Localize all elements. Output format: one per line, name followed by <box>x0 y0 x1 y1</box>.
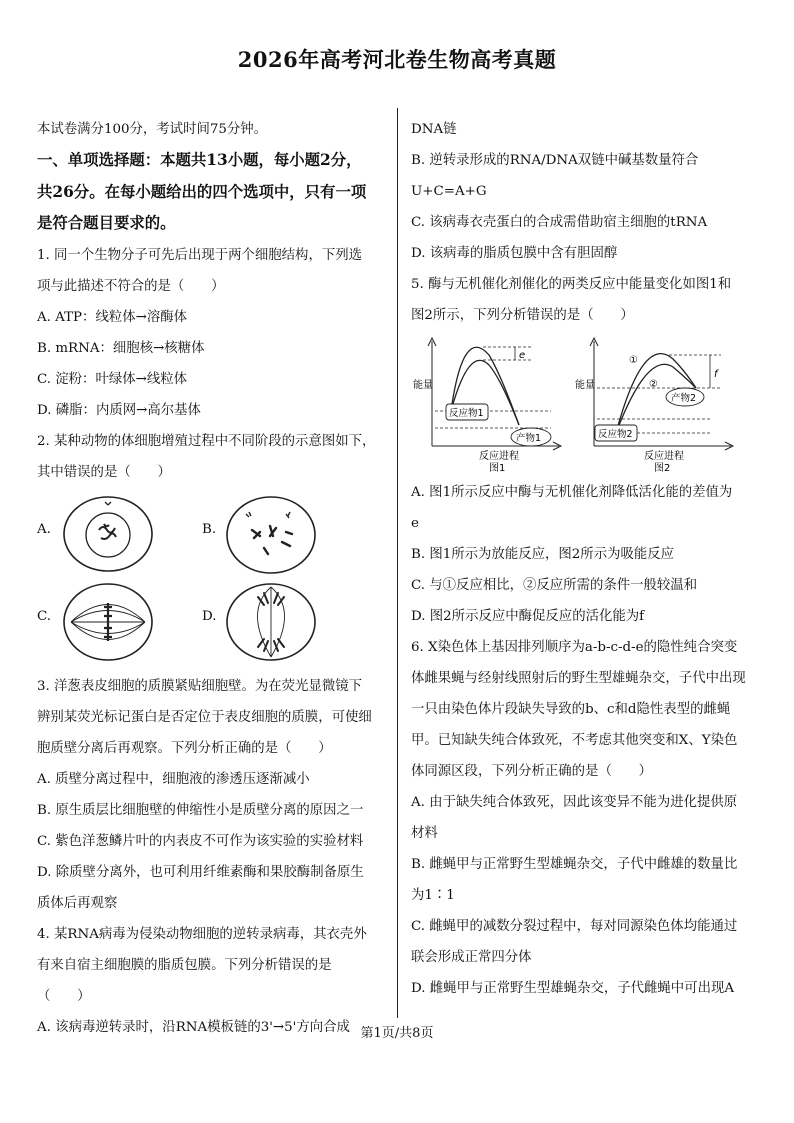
q3-option-a: A. 质壁分离过程中，细胞液的渗透压逐渐减小 <box>37 771 310 787</box>
q3-option-d: D. 除质壁分离外，也可利用纤维素酶和果胶酶制备原生 <box>37 864 364 880</box>
q6-option-a: A. 由于缺失纯合体致死，因此该变异不能为进化提供原 <box>411 795 738 810</box>
figure-2-diagram <box>575 338 733 473</box>
q4-option-d: D. 该病毒的脂质包膜中含有胆固醇 <box>411 246 618 261</box>
q3-stem-cont-2: 胞质壁分离后再观察。下列分析正确的是（ ） <box>37 740 332 756</box>
q4-option-b: B. 逆转录形成的RNA/DNA双链中碱基数量符合 <box>411 153 699 168</box>
fig1-xlabel: 反应进程 <box>479 451 519 462</box>
q6-option-c-cont: 联会形成正常四分体 <box>411 950 532 965</box>
q1-option-b: B. mRNA：细胞核→核糖体 <box>37 340 205 356</box>
q3-option-c: C. 紫色洋葱鳞片叶的内表皮不可作为该实验的实验材料 <box>37 833 364 849</box>
cell-metaphase-image <box>61 581 155 663</box>
section-heading-line-1: 一、单项选择题：本题共13小题，每小题2分， <box>37 151 362 169</box>
q4-option-a: A. 该病毒逆转录时，沿RNA模板链的3'→5'方向合成 <box>37 1019 350 1035</box>
fig2-curve-2: ② <box>649 379 658 390</box>
q5-energy-diagrams <box>411 333 761 473</box>
fig2-curve-1: ① <box>629 355 638 366</box>
q5-option-c: C. 与①反应相比，②反应所需的条件一般较温和 <box>411 578 698 593</box>
q1-option-a: A. ATP：线粒体→溶酶体 <box>37 309 188 325</box>
section-heading-line-2: 共26分。在每小题给出的四个选项中，只有一项 <box>37 182 367 201</box>
q5-stem: 5. 酶与无机催化剂催化的两类反应中能量变化如图1和 <box>411 277 732 292</box>
q4-stem-cont-2: （ ） <box>37 988 91 1004</box>
q1-option-d: D. 磷脂：内质网→高尔基体 <box>37 402 201 418</box>
q6-stem: 6. X染色体上基因排列顺序为a-b-c-d-e的隐性纯合突变 <box>411 640 738 655</box>
q4-stem: 4. 某RNA病毒为侵染动物细胞的逆转录病毒，其衣壳外 <box>37 926 367 942</box>
q3-option-b: B. 原生质层比细胞壁的伸缩性小是质壁分离的原因之一 <box>37 802 364 818</box>
q6-option-a-cont: 材料 <box>411 826 438 841</box>
q2-label-c: C. <box>37 608 52 624</box>
energy-diagram-svg <box>411 333 761 473</box>
q2-label-a: A. <box>37 521 51 537</box>
left-column <box>37 114 383 1043</box>
exam-intro: 本试卷满分100分，考试时间75分钟。 <box>37 122 268 137</box>
q4-stem-cont-1: 有来自宿主细胞膜的脂质包膜。下列分析错误的是 <box>37 957 332 973</box>
fig2-ylabel: 能量 <box>575 380 595 391</box>
q5-option-a-cont: e <box>411 516 419 531</box>
q6-option-d: D. 雌蝇甲与正常野生型雄蝇杂交，子代雌蝇中可出现A <box>411 981 735 996</box>
cell-interphase-image <box>61 494 155 574</box>
q3-stem-cont-1: 辨别某荧光标记蛋白是否定位于表皮细胞的质膜，可使细 <box>37 709 372 725</box>
cell-anaphase-image <box>224 581 318 663</box>
fig2-reactant: 反应物2 <box>598 429 633 440</box>
q5-option-b: B. 图1所示为放能反应，图2所示为吸能反应 <box>411 547 675 562</box>
fig2-caption: 图2 <box>654 463 671 473</box>
q3-option-d-cont: 质体后再观察 <box>37 895 118 911</box>
q1-stem: 1. 同一个生物分子可先后出现于两个细胞结构，下列选 <box>37 247 363 263</box>
q4-option-a-cont: DNA链 <box>411 122 457 137</box>
column-divider <box>397 108 398 1018</box>
q6-stem-cont-4: 体同源区段，下列分析正确的是（ ） <box>411 764 653 779</box>
q6-option-b-cont: 为1∶1 <box>411 888 455 903</box>
q2-stem-cont: 其中错误的是（ ） <box>37 464 171 480</box>
q1-option-c: C. 淀粉：叶绿体→线粒体 <box>37 371 188 387</box>
figure-1-diagram <box>413 338 561 473</box>
q5-option-d: D. 图2所示反应中酶促反应的活化能为f <box>411 609 645 624</box>
q6-stem-cont-1: 体雌果蝇与经射线照射后的野生型雄蝇杂交，子代中出现 <box>411 671 746 686</box>
fig1-product: 产物1 <box>516 433 542 444</box>
q6-stem-cont-2: 一只由染色体片段缺失导致的b、c和d隐性表型的雌蝇 <box>411 702 731 717</box>
q1-stem-cont: 项与此描述不符合的是（ ） <box>37 278 225 294</box>
q3-stem: 3. 洋葱表皮细胞的质膜紧贴细胞壁。为在荧光显微镜下 <box>37 678 363 694</box>
q5-option-a: A. 图1所示反应中酶与无机催化剂降低活化能的差值为 <box>411 485 733 500</box>
cell-prophase-image <box>224 494 318 576</box>
fig1-ylabel: 能量 <box>413 380 433 391</box>
fig2-product: 产物2 <box>671 393 697 404</box>
q2-label-d: D. <box>202 608 217 624</box>
q2-figure-row-2 <box>37 581 383 665</box>
q6-stem-cont-3: 甲。已知缺失纯合体致死，不考虑其他突变和X、Y染色 <box>411 733 738 748</box>
q6-option-c: C. 雌蝇甲的减数分裂过程中，每对同源染色体均能通过 <box>411 919 738 934</box>
page-title: 2026年高考河北卷生物高考真题 <box>237 47 557 72</box>
q5-stem-cont: 图2所示，下列分析错误的是（ ） <box>411 308 634 323</box>
fig2-xlabel: 反应进程 <box>644 451 684 462</box>
q2-figure-row-1 <box>37 494 383 578</box>
section-heading-line-3: 是符合题目要求的。 <box>37 214 176 232</box>
q4-option-b-cont: U+C=A+G <box>411 184 487 199</box>
fig1-caption: 图1 <box>489 463 506 473</box>
q2-stem: 2. 某种动物的体细胞增殖过程中不同阶段的示意图如下， <box>37 433 376 449</box>
q6-option-b: B. 雌蝇甲与正常野生型雄蝇杂交，子代中雌雄的数量比 <box>411 857 738 872</box>
q4-option-c: C. 该病毒衣壳蛋白的合成需借助宿主细胞的tRNA <box>411 215 708 230</box>
right-column <box>411 114 761 1004</box>
fig1-reactant: 反应物1 <box>449 408 484 419</box>
page-number: 第1页/共8页 <box>360 1026 434 1041</box>
q2-label-b: B. <box>202 521 217 537</box>
fig1-mark-e: e <box>519 350 526 361</box>
fig2-mark-f: f <box>714 369 718 380</box>
